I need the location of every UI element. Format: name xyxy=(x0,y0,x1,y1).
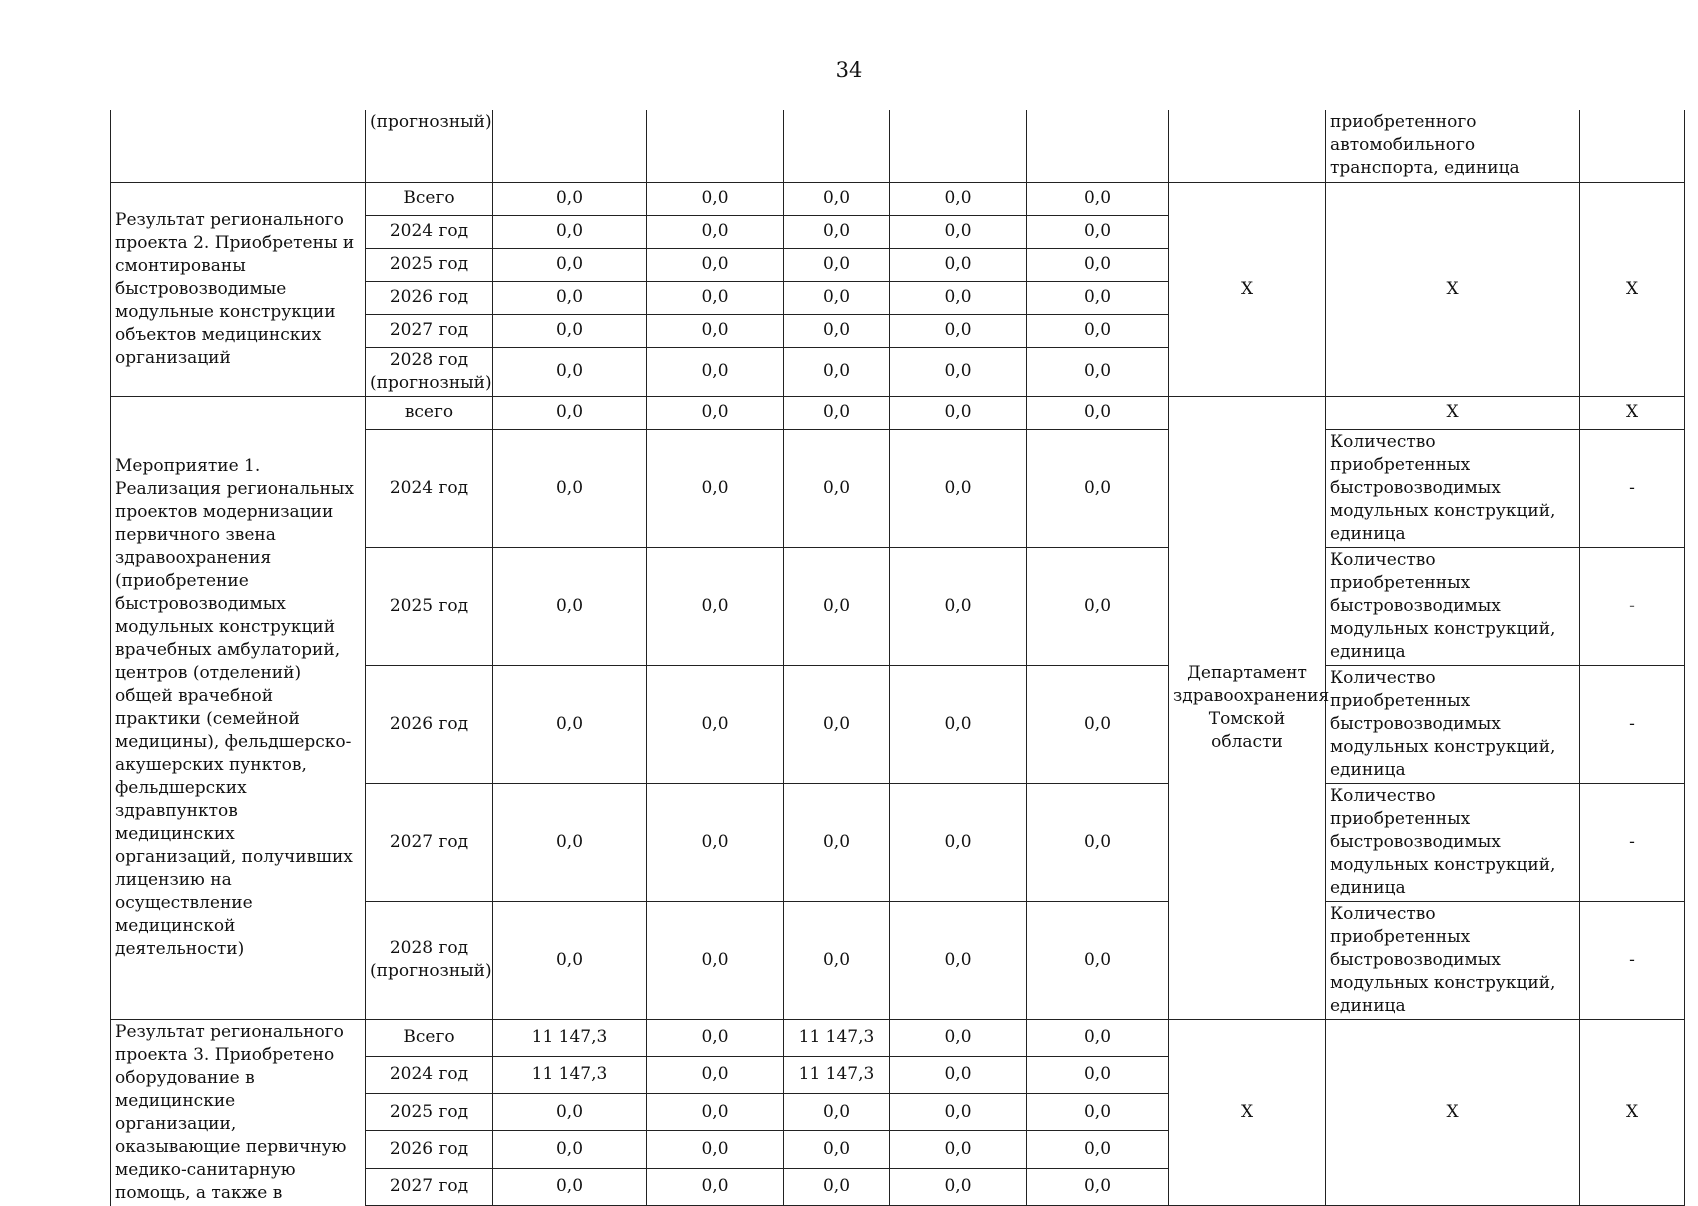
period-cell: (прогнозный) xyxy=(366,110,493,182)
value-cell: 0,0 xyxy=(784,1094,890,1131)
value-cell: 0,0 xyxy=(493,182,647,215)
value-cell: 0,0 xyxy=(890,347,1027,396)
value-cell: 0,0 xyxy=(493,665,647,783)
indicator-cell: Количество приобретенных быстровозводимых модульных конструкций, единица xyxy=(1326,665,1580,783)
value-cell: 0,0 xyxy=(647,547,784,665)
value-cell: 0,0 xyxy=(493,901,647,1019)
period-cell: 2026 год xyxy=(366,665,493,783)
value-cell: 0,0 xyxy=(890,182,1027,215)
value-cell: 0,0 xyxy=(647,783,784,901)
indicator-value-cell: - xyxy=(1580,547,1685,665)
value-cell: 0,0 xyxy=(493,281,647,314)
indicator-cell: Количество приобретенных быстровозводимых модульных конструкций, единица xyxy=(1326,901,1580,1019)
value-cell: 0,0 xyxy=(1027,665,1169,783)
value-cell: 0,0 xyxy=(784,215,890,248)
value-cell: 0,0 xyxy=(1027,281,1169,314)
value-cell: 0,0 xyxy=(493,783,647,901)
value-cell: 0,0 xyxy=(890,429,1027,547)
value-cell: 0,0 xyxy=(647,1094,784,1131)
value-cell: 11 147,3 xyxy=(493,1056,647,1093)
indicator-cell: X xyxy=(1326,1019,1580,1206)
indicator-value-cell: - xyxy=(1580,901,1685,1019)
value-cell: 0,0 xyxy=(647,182,784,215)
value-cell: 0,0 xyxy=(1027,1131,1169,1168)
value-cell: 0,0 xyxy=(647,1019,784,1056)
value-cell: 11 147,3 xyxy=(493,1019,647,1056)
value-cell: 0,0 xyxy=(890,215,1027,248)
measure1-label: Мероприятие 1. Реализация региональных проектов модернизации первичного звена здравоохранения (приобретение быстровозводимых модульных конструкций врачебных амбулаторий, центров (отделений) общей врачебной практики (семейной медицины), фельдшерско-акушерских пунктов, фельдшерских здравпунктов медицинских организаций, получивших лицензию на осуществление медицинской деятельности) xyxy=(111,396,366,1019)
value-cell: 0,0 xyxy=(1027,429,1169,547)
value-cell: 0,0 xyxy=(493,1094,647,1131)
result3-label: Результат регионального проекта 3. Приобретено оборудование в медицинские организации, оказывающие первичную медико-санитарную помощь, а также в xyxy=(111,1019,366,1206)
value-cell: 0,0 xyxy=(890,665,1027,783)
value-cell: 0,0 xyxy=(890,1094,1027,1131)
value-cell: 0,0 xyxy=(493,1168,647,1205)
value-cell: 0,0 xyxy=(1027,1056,1169,1093)
value-cell: 0,0 xyxy=(647,347,784,396)
value-cell: 0,0 xyxy=(1027,783,1169,901)
indicator-value-cell: - xyxy=(1580,783,1685,901)
indicator-cell: Количество приобретенных быстровозводимых модульных конструкций, единица xyxy=(1326,429,1580,547)
executor-cell: X xyxy=(1169,1019,1326,1206)
value-cell: 0,0 xyxy=(890,281,1027,314)
value-cell: 0,0 xyxy=(784,547,890,665)
value-cell: 0,0 xyxy=(1027,248,1169,281)
value-cell: 0,0 xyxy=(1027,182,1169,215)
indicator-value-cell: - xyxy=(1580,429,1685,547)
value-cell: 0,0 xyxy=(1027,347,1169,396)
value-cell: 0,0 xyxy=(647,396,784,429)
value-cell: 0,0 xyxy=(784,182,890,215)
value-cell: 0,0 xyxy=(890,1131,1027,1168)
value-cell: 0,0 xyxy=(647,1131,784,1168)
value-cell: 0,0 xyxy=(784,429,890,547)
value-cell: 0,0 xyxy=(890,901,1027,1019)
period-cell: 2024 год xyxy=(366,429,493,547)
period-cell: 2028 год (прогнозный) xyxy=(366,347,493,396)
value-cell: 0,0 xyxy=(890,547,1027,665)
executor-cell: X xyxy=(1169,182,1326,396)
value-cell: 0,0 xyxy=(493,347,647,396)
value-cell: 0,0 xyxy=(1027,396,1169,429)
value-cell: 0,0 xyxy=(784,783,890,901)
table-row xyxy=(111,1019,1685,1056)
value-cell: 0,0 xyxy=(1027,1168,1169,1205)
value-cell: 0,0 xyxy=(493,547,647,665)
indicator-value-cell: X xyxy=(1580,182,1685,396)
value-cell: 0,0 xyxy=(1027,314,1169,347)
value-cell: 0,0 xyxy=(647,429,784,547)
value-cell: 0,0 xyxy=(890,783,1027,901)
period-cell: 2027 год xyxy=(366,314,493,347)
indicator-cell: Количество приобретенных быстровозводимых модульных конструкций, единица xyxy=(1326,547,1580,665)
value-cell: 0,0 xyxy=(784,1131,890,1168)
period-cell: 2025 год xyxy=(366,547,493,665)
value-cell: 11 147,3 xyxy=(784,1056,890,1093)
budget-table xyxy=(110,110,1685,1206)
indicator-cell: X xyxy=(1326,396,1580,429)
indicator-cell: приобретенного автомобильного транспорта, единица xyxy=(1326,110,1580,182)
value-cell: 0,0 xyxy=(890,314,1027,347)
period-cell: 2027 год xyxy=(366,1168,493,1205)
value-cell: 0,0 xyxy=(784,248,890,281)
value-cell: 0,0 xyxy=(647,314,784,347)
value-cell: 0,0 xyxy=(1027,901,1169,1019)
result2-label: Результат регионального проекта 2. Приобретены и смонтированы быстровозводимые модульные конструкции объектов медицинских организаций xyxy=(111,182,366,396)
value-cell: 0,0 xyxy=(890,1168,1027,1205)
executor-cell: Департамент здравоохранения Томской области xyxy=(1169,396,1326,1019)
period-cell: 2026 год xyxy=(366,281,493,314)
indicator-cell: X xyxy=(1326,182,1580,396)
value-cell: 0,0 xyxy=(493,248,647,281)
value-cell: 0,0 xyxy=(493,1131,647,1168)
value-cell: 0,0 xyxy=(1027,1019,1169,1056)
table-row xyxy=(111,396,1685,429)
period-cell: 2025 год xyxy=(366,1094,493,1131)
value-cell: 0,0 xyxy=(647,281,784,314)
value-cell: 0,0 xyxy=(493,396,647,429)
value-cell: 0,0 xyxy=(784,281,890,314)
value-cell: 0,0 xyxy=(784,396,890,429)
value-cell: 0,0 xyxy=(890,1019,1027,1056)
value-cell: 0,0 xyxy=(647,1056,784,1093)
value-cell: 0,0 xyxy=(784,665,890,783)
value-cell: 0,0 xyxy=(784,1168,890,1205)
value-cell: 0,0 xyxy=(493,215,647,248)
period-cell: Всего xyxy=(366,1019,493,1056)
value-cell: 0,0 xyxy=(784,347,890,396)
period-cell: 2024 год xyxy=(366,215,493,248)
indicator-value-cell: X xyxy=(1580,1019,1685,1206)
period-cell: 2027 год xyxy=(366,783,493,901)
value-cell: 0,0 xyxy=(647,1168,784,1205)
value-cell: 0,0 xyxy=(890,1056,1027,1093)
value-cell: 0,0 xyxy=(647,901,784,1019)
indicator-value-cell: - xyxy=(1580,665,1685,783)
table-row xyxy=(111,110,1685,182)
period-cell: 2028 год (прогнозный) xyxy=(366,901,493,1019)
page-number: 34 xyxy=(835,58,863,82)
period-cell: 2024 год xyxy=(366,1056,493,1093)
period-cell: 2025 год xyxy=(366,248,493,281)
value-cell: 0,0 xyxy=(1027,547,1169,665)
value-cell: 0,0 xyxy=(1027,215,1169,248)
period-cell: 2026 год xyxy=(366,1131,493,1168)
indicator-value-cell: X xyxy=(1580,396,1685,429)
period-cell: Всего xyxy=(366,182,493,215)
value-cell: 0,0 xyxy=(1027,1094,1169,1131)
value-cell: 0,0 xyxy=(493,314,647,347)
value-cell: 0,0 xyxy=(493,429,647,547)
value-cell: 11 147,3 xyxy=(784,1019,890,1056)
indicator-cell: Количество приобретенных быстровозводимых модульных конструкций, единица xyxy=(1326,783,1580,901)
table-row xyxy=(111,182,1685,215)
value-cell: 0,0 xyxy=(647,665,784,783)
value-cell: 0,0 xyxy=(890,396,1027,429)
value-cell: 0,0 xyxy=(784,314,890,347)
value-cell: 0,0 xyxy=(647,248,784,281)
period-cell: всего xyxy=(366,396,493,429)
value-cell: 0,0 xyxy=(647,215,784,248)
value-cell: 0,0 xyxy=(890,248,1027,281)
value-cell: 0,0 xyxy=(784,901,890,1019)
